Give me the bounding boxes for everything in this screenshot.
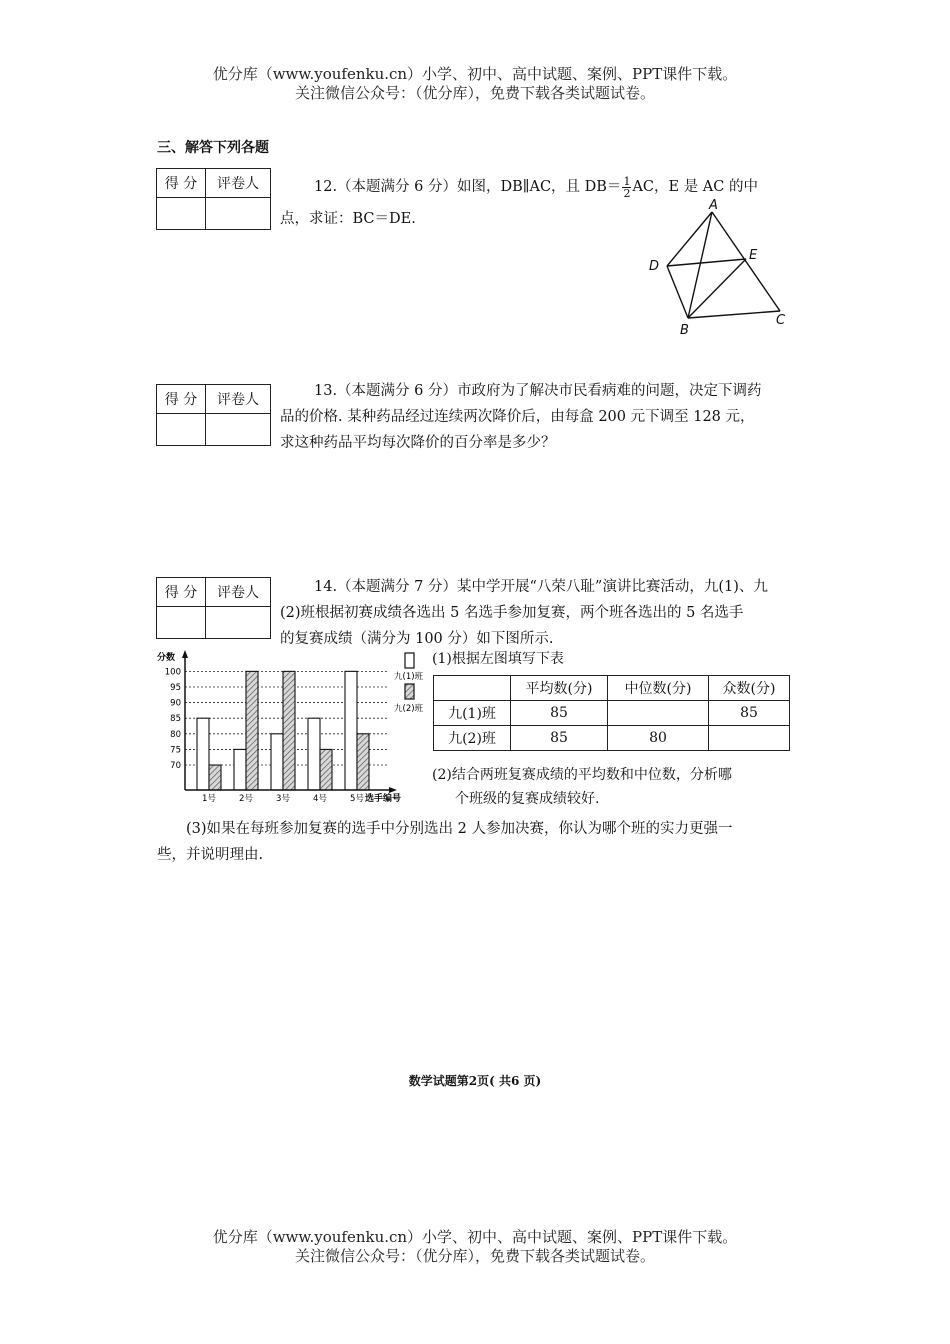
table-header-cell: [434, 676, 511, 701]
chart-bar-class1: [197, 718, 209, 790]
q14-line-1: 14.（本题满分 7 分）某中学开展“八荣八耻”演讲比赛活动，九(1)、九: [314, 579, 768, 595]
chart-bar-class2: [357, 734, 369, 790]
footer-line-2: 关注微信公众号：（优分库），免费下载各类试题试卷。: [294, 1247, 655, 1265]
section-title: 三、解答下列各题: [157, 140, 269, 156]
chart-x-tick-label: 2号: [239, 794, 253, 804]
grader-label: 评卷人: [206, 169, 271, 198]
segment-de: [667, 259, 746, 266]
table-row: [434, 726, 790, 751]
chart-x-ticks: [202, 793, 364, 804]
label-c: C: [776, 313, 786, 328]
grader-cell: [206, 607, 271, 639]
label-a: A: [709, 198, 718, 213]
score-box-q14: [156, 577, 271, 639]
q14-part3-line-1: (3)如果在每班参加复赛的选手中分别选出 2 人参加决赛，你认为哪个班的实力更强一: [186, 821, 733, 837]
chart-bar-class1: [345, 671, 357, 790]
q12-text-b: AC，E 是 AC 的中: [632, 179, 758, 195]
chart-xlabel: 选手编号: [365, 794, 402, 804]
legend-label-class2: 九(2)班: [394, 704, 424, 714]
segment-bc: [688, 311, 780, 318]
header-line-1: 优分库（www.youfenku.cn）小学、初中、高中试题、案例、PPT课件下载。: [212, 65, 738, 83]
q13-line-1: 13.（本题满分 6 分）市政府为了解决市民看病难的问题，决定下调药: [314, 383, 762, 399]
chart-bar-class1: [308, 718, 320, 790]
chart-x-tick-label: 3号: [276, 794, 290, 804]
q14-part2-line-1: (2)结合两班复赛成绩的平均数和中位数，分析哪: [432, 767, 732, 783]
chart-y-ticks: [165, 667, 181, 771]
q12-line-2: 点，求证：BC＝DE.: [280, 211, 416, 227]
score-label: 得 分: [157, 169, 206, 198]
table-row: [434, 701, 790, 726]
label-d: D: [649, 259, 660, 274]
table-cell: [709, 726, 790, 751]
q14-part1: (1)根据左图填写下表: [432, 651, 564, 667]
chart-y-tick-label: 95: [170, 682, 181, 693]
table-header-cell: 平均数(分): [511, 676, 608, 701]
chart-bar-class2: [320, 749, 332, 790]
table-cell: 85: [709, 701, 790, 726]
footer-line-1: 优分库（www.youfenku.cn）小学、初中、高中试题、案例、PPT课件下载。: [212, 1228, 738, 1246]
score-box-q13: [156, 384, 271, 446]
table-cell: [608, 701, 709, 726]
q14-part2-line-2: 个班级的复赛成绩较好.: [455, 791, 600, 807]
q14-part3-line-2: 些，并说明理由.: [157, 847, 264, 863]
score-cell: [157, 607, 206, 639]
score-box-q12: [156, 168, 271, 230]
table-cell: 九(2)班: [434, 726, 511, 751]
chart-ylabel: 分数: [157, 653, 176, 663]
legend-swatch-class2: [405, 684, 414, 699]
table-cell: 九(1)班: [434, 701, 511, 726]
chart-bars: [197, 671, 369, 790]
grader-cell: [206, 414, 271, 446]
chart-bar-class2: [209, 765, 221, 790]
q14-bar-chart: [155, 648, 445, 808]
q12-frac-num: 1: [623, 174, 631, 188]
score-label: 得 分: [157, 385, 206, 414]
chart-bar-class1: [234, 749, 246, 790]
chart-y-tick-label: 100: [164, 667, 181, 678]
q14-line-3: 的复赛成绩（满分为 100 分）如下图所示.: [280, 631, 554, 647]
q12-frac-den: 2: [623, 186, 631, 200]
label-e: E: [749, 248, 758, 263]
q12-fraction: [622, 176, 631, 199]
q12-text-a: 12.（本题满分 6 分）如图，DB∥AC，且 DB＝: [314, 179, 622, 195]
chart-x-arrow: [389, 787, 397, 793]
chart-y-tick-label: 85: [170, 714, 181, 725]
table-cell: 85: [511, 701, 608, 726]
chart-y-tick-label: 75: [170, 745, 181, 756]
chart-y-tick-label: 90: [170, 698, 181, 709]
chart-bar-class2: [283, 671, 295, 790]
q14-line-2: (2)班根据初赛成绩各选出 5 名选手参加复赛，两个班各选出的 5 名选手: [280, 605, 744, 621]
q14-stats-table: [433, 675, 790, 751]
q13-line-2: 品的价格. 某种药品经过连续两次降价后，由每盒 200 元下调至 128 元，: [280, 409, 755, 425]
chart-x-tick-label: 4号: [313, 794, 327, 804]
legend-label-class1: 九(1)班: [394, 672, 424, 682]
grader-label: 评卷人: [206, 385, 271, 414]
segment-db: [667, 266, 688, 318]
q12-geometry-figure: [640, 196, 800, 338]
segment-be: [688, 259, 746, 318]
table-cell: 80: [608, 726, 709, 751]
table-cell: 85: [511, 726, 608, 751]
label-b: B: [680, 323, 689, 338]
chart-y-arrow: [182, 650, 188, 658]
legend-swatch-class1: [405, 653, 414, 668]
chart-x-tick-label: 5号: [350, 794, 364, 804]
table-header-cell: 众数(分): [709, 676, 790, 701]
chart-y-tick-label: 80: [170, 729, 181, 740]
score-cell: [157, 198, 206, 230]
chart-bar-class2: [246, 671, 258, 790]
table-header-cell: 中位数(分): [608, 676, 709, 701]
grader-cell: [206, 198, 271, 230]
q13-line-3: 求这种药品平均每次降价的百分率是多少？: [280, 435, 556, 451]
chart-x-tick-label: 1号: [202, 794, 216, 804]
table-header-row: [434, 676, 790, 701]
segment-ab: [688, 212, 712, 318]
chart-bar-class1: [271, 734, 283, 790]
page-number: 数学试题第2页( 共6 页): [408, 1074, 542, 1088]
grader-label: 评卷人: [206, 578, 271, 607]
score-label: 得 分: [157, 578, 206, 607]
score-cell: [157, 414, 206, 446]
chart-y-tick-label: 70: [170, 761, 181, 772]
header-line-2: 关注微信公众号：（优分库），免费下载各类试题试卷。: [294, 84, 655, 102]
